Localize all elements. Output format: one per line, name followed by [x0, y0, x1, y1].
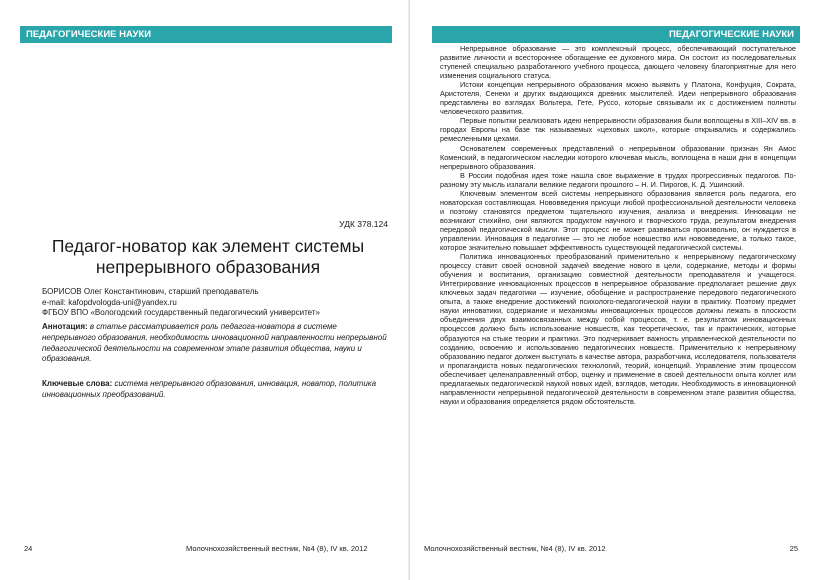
author-affiliation: ФГБОУ ВПО «Вологодский государственный педагогический университет»	[42, 308, 320, 318]
abstract	[42, 322, 387, 365]
paragraph: Политика инновационных преобразований применительно к непрерывному педагогическому процессу ставит своей основной задачей введение нового в цели, содержание, методы и формы обучения и воспитания, организацию совместной деятельности преподавателя и учащегося. Интегрирование инновационных процессов в непрерывное образование предполагает решение двух ключевых задач педагогики — изучение, обобщение и распространение передового педагогического опыта, а также внедрение достижений психолого-педагогической науки в практику. Поэтому предмет науки инноватики, содержание и механизмы инновационных процессов должны лежать в плоскости объединения двух взаимосвязанных между собой процессов, т. е. результатом инновационных процессов должно быть использование новшеств, как теоретических, так и практических, которые образуются на стыке теории и практики. Это подчеркивает важность управленческой деятельности по созданию, освоению и использованию педагогических новшеств. Применительно к непрерывному образованию педагог должен выступать в качестве автора, разработчика, исследователя, пользователя и пропагандиста новых педагогических технологий, теорий, концепций. Управление этим процессом обеспечивает целенаправленный отбор, оценку и применение в своей деятельности опыта коллег или предлагаемых педагогической наукой новых идей, взглядов, методик. Необходимость в инновационной направленности непрерывной педагогической деятельности в современном этапе развития общества, науки и образования определяется рядом обстоятельств.	[440, 252, 796, 406]
section-header: ПЕДАГОГИЧЕСКИЕ НАУКИ	[20, 26, 392, 43]
author-name: БОРИСОВ Олег Константинович, старший преподаватель	[42, 287, 259, 296]
journal-footer: Молочнохозяйственный вестник, №4 (8), IV кв. 2012	[424, 544, 606, 553]
abstract-text: в статье рассматривается роль педагога-новатора в системе непрерывного образования, необходимость инновационной направленности непрерывной педагогической деятельности на современном этапе развития общества, науки и образования.	[42, 322, 387, 364]
page-number: 25	[789, 544, 798, 553]
keywords-text: система непрерывного образования, инновация, новатор, политика инновационных преобразований.	[42, 379, 377, 399]
paragraph: Ключевым элементом всей системы непрерывного образования является роль педагога, его новаторская составляющая. Нововведения присущи любой профессиональной деятельности человека и поэтому становятся предметом тщательного изучения, анализа и внедрения. Инновации не возникают стихийно, они являются продуктом научного и творческого труда, результатом внедрения передовой педагогической мысли. Этот процесс не может развиваться произвольно, он нуждается в управлении. Инновация в педагогике — это не любое новшество или нововведение, а только такое, которое значительно повышает эффективность существующей педагогической системы.	[440, 188, 796, 253]
paragraph: Истоки концепции непрерывного образования можно выявить у Платона, Конфуция, Сократа, Аристотеля, Сенеки и других выдающихся древних мыслителей. Идеи непрерывного образования представлены во взглядах Вольтера, Гете, Руссо, которые связывали их с достижением полноты человеческого развития.	[440, 80, 796, 117]
paragraph: Первые попытки реализовать идею непрерывности образования были воплощены в XIII–XIV вв. в городах Европы на базе так называемых «цеховых школ», которые открывались и содержались ремесленными цехами.	[440, 116, 796, 144]
page-number: 24	[24, 544, 33, 553]
article-title	[26, 236, 390, 278]
abstract-label: Аннотация:	[42, 322, 88, 331]
udk-code: УДК 378.124	[339, 219, 388, 229]
paragraph: В России подобная идея тоже нашла свое выражение в трудах прогрессивных педагогов. По-разному эту мысль излагали великие педагоги прошлого – Н. И. Пирогов, К. Д. Ушинский.	[440, 170, 796, 189]
paragraph: Непрерывное образование — это комплексный процесс, обеспечивающий поступательное развитие личности и всестороннее обогащение ее духовного мира. Он состоит из последовательных ступеней специально разработанного учебного процесса, дающего человеку благоприятные для него изменения социального статуса.	[440, 44, 796, 81]
right-page	[410, 0, 820, 580]
paragraph: Основателем современных представлений о непрерывном образовании признан Ян Амос Коменский, в педагогическом наследии которого ключевая мысль, воплощена в наши дни в концепции непрерывного образования.	[440, 143, 796, 171]
title-line-1: Педагог-новатор как элемент системы	[51, 236, 365, 256]
keywords	[42, 379, 387, 401]
title-line-2: непрерывного образования	[95, 257, 321, 277]
journal-footer: Молочнохозяйственный вестник, №4 (8), IV кв. 2012	[186, 544, 368, 553]
author-email: e-mail: kafopdvologda-uni@yandex.ru	[42, 297, 177, 307]
author-info	[42, 287, 392, 319]
keywords-label: Ключевые слова:	[42, 379, 113, 388]
section-header: ПЕДАГОГИЧЕСКИЕ НАУКИ	[432, 26, 800, 43]
article-body	[440, 44, 796, 406]
